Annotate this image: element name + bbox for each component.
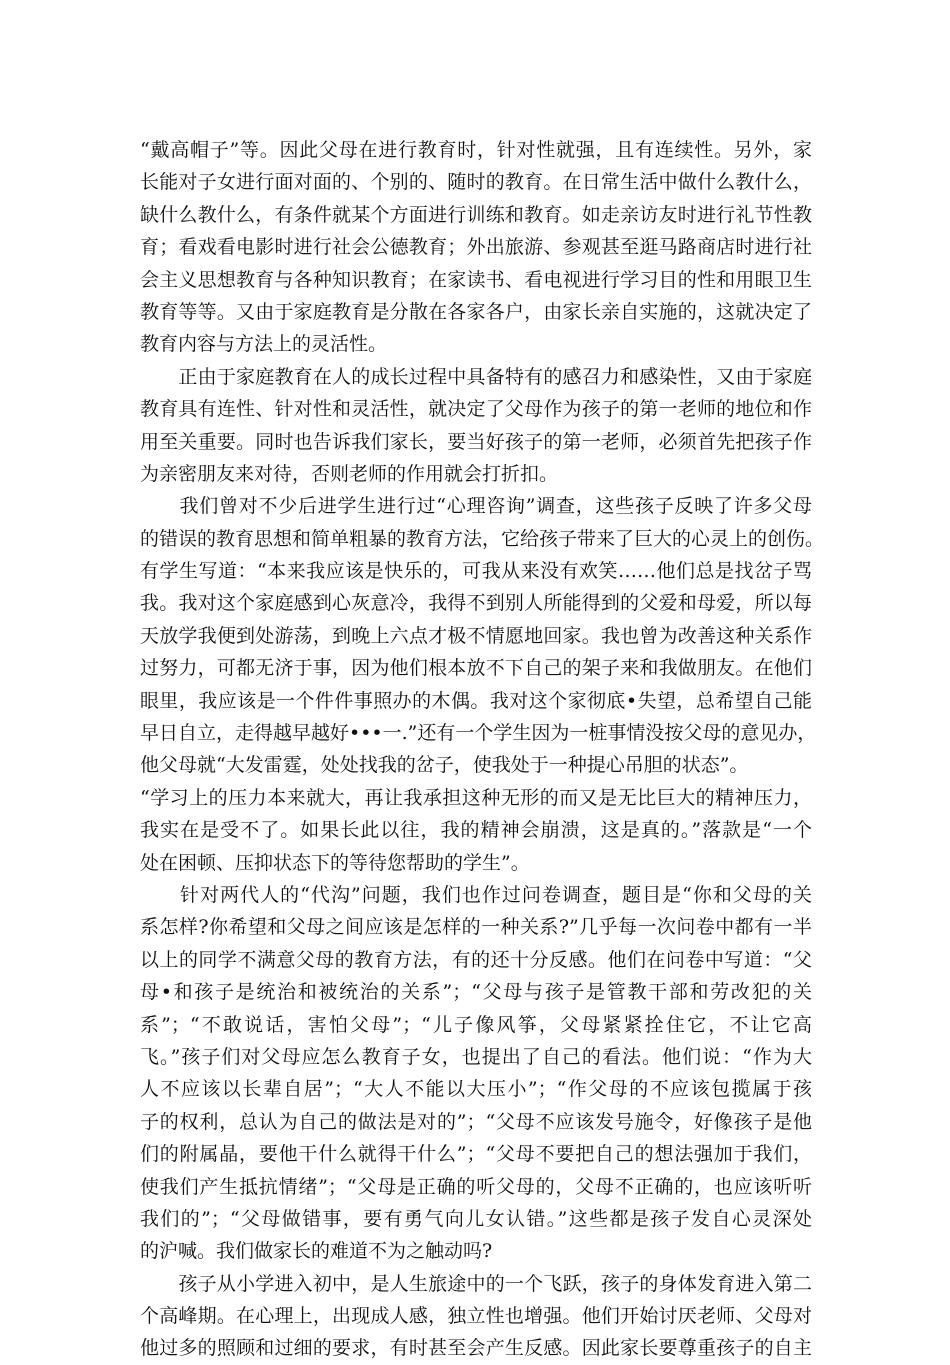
- text-line: 用至关重要。同时也告诉我们家长，要当好孩子的第一老师，必须首先把孩子作: [140, 430, 812, 453]
- text-line: 我们曾对不少后进学生进行过“心理咨询”调查，这些孩子反映了许多父母: [140, 495, 812, 518]
- text-line: 我们的”；“父母做错事，要有勇气向儿女认错。”这些都是孩子发自心灵深处: [140, 1207, 812, 1230]
- text-line: 们的附属晶，要他干什么就得干什么”；“父母不要把自己的想法强加于我们，: [140, 1143, 812, 1166]
- text-line: 个高峰期。在心理上，出现成人感，独立性也增强。他们开始讨厌老师、父母对: [140, 1305, 812, 1328]
- text-line: 会主义思想教育与各种知识教育；在家读书、看电视进行学习目的性和用眼卫生: [140, 268, 812, 291]
- text-line: 处在困顿、压抑状态下的等待您帮助的学生”。: [140, 851, 530, 874]
- text-line: 长能对子女进行面对面的、个别的、随时的教育。在日常生活中做什么教什么，: [140, 171, 812, 194]
- text-line: 教育等等。又由于家庭教育是分散在各家各户，由家长亲自实施的，这就决定了: [140, 300, 812, 323]
- text-line: 飞。”孩子们对父母应怎么教育子女，也提出了自己的看法。他们说：“作为大: [140, 1045, 812, 1068]
- text-line: 系”；“不敢说话，害怕父母”；“儿子像风筝，父母紧紧拴住它，不让它高: [140, 1013, 812, 1036]
- text-line: “戴高帽子”等。因此父母在进行教育时，针对性就强，且有连续性。另外，家: [140, 139, 812, 161]
- paragraph-2: [140, 361, 812, 491]
- text-line: 缺什么教什么，有条件就某个方面进行训练和教育。如走亲访友时进行礼节性教: [140, 203, 812, 226]
- text-line: 有学生写道：“本来我应该是快乐的，可我从来没有欢笑……他们总是找岔子骂: [140, 560, 812, 583]
- text-line: 过努力，可都无济于事，因为他们根本放不下自己的架子来和我做朋友。在他们: [140, 657, 812, 680]
- text-line: 系怎样?你希望和父母之间应该是怎样的一种关系?”几乎每一次问卷中都有一半: [140, 916, 812, 939]
- text-line: 我。我对这个家庭感到心灰意冷，我得不到别人所能得到的父爱和母爱，所以每: [140, 592, 812, 615]
- text-line: 的沪喊。我们做家长的难道不为之触动吗?: [140, 1240, 493, 1263]
- text-line: 育；看戏看电影时进行社会公德教育；外出旅游、参观甚至逛马路商店时进行社: [140, 236, 812, 259]
- text-line: 早日自立，走得越早越好•••一.”还有一个学生因为一桩事情没按父母的意见办，: [140, 722, 817, 745]
- paragraph-3: [140, 490, 825, 782]
- text-line: “学习上的压力本来就大，再让我承担这种无形的而又是无比巨大的精神压力，: [140, 786, 812, 809]
- paragraph-5: [140, 879, 812, 1268]
- text-line: 他过多的照顾和过细的要求，有时甚至会产生反感。因此家长要尊重孩子的自主: [140, 1337, 812, 1360]
- text-line: 的错误的教育思想和简单粗暴的教育方法，它给孩子带来了巨大的心灵上的创伤。: [140, 527, 825, 550]
- paragraph-1: [140, 134, 812, 361]
- paragraph-6: [140, 1268, 812, 1365]
- text-line: 教育内容与方法上的灵活性。: [140, 333, 388, 356]
- text-line: 教育具有连性、针对性和灵活性，就决定了父母作为孩子的第一老师的地位和作: [140, 398, 812, 421]
- text-line: 子的权利，总认为自己的做法是对的”；“父母不应该发号施令，好像孩子是他: [140, 1110, 812, 1133]
- text-line: 天放学我便到处游荡，到晚上六点才极不情愿地回家。我也曾为改善这种关系作: [140, 624, 812, 647]
- text-line: 使我们产生抵抗情绪”；“父母是正确的听父母的，父母不正确的，也应该听听: [140, 1175, 812, 1198]
- text-line: 针对两代人的“代沟”问题，我们也作过问卷调查，题目是“你和父母的关: [140, 883, 812, 906]
- text-line: 眼里，我应该是一个件件事照办的木偶。我对这个家彻底•失望，总希望自己能: [140, 689, 812, 712]
- text-line: 人不应该以长辈自居”；“大人不能以大压小”；“作父母的不应该包揽属于孩: [140, 1078, 812, 1101]
- text-line: 为亲密朋友来对待，否则老师的作用就会打折扣。: [140, 462, 559, 485]
- text-line: 正由于家庭教育在人的成长过程中具备特有的感召力和感染性，又由于家庭: [140, 365, 812, 388]
- text-line: 母•和孩子是统治和被统治的关系”；“父母与孩子是管教干部和劳改犯的关: [140, 981, 812, 1004]
- paragraph-4: [140, 782, 812, 879]
- document-page: [140, 134, 825, 1365]
- text-line: 他父母就“大发雷霆，处处找我的岔子，使我处于一种提心吊胆的状态”。: [140, 754, 749, 777]
- text-line: 孩子从小学进入初中，是人生旅途中的一个飞跃，孩子的身体发育进入第二: [140, 1272, 812, 1295]
- text-line: 我实在是受不了。如果长此以往，我的精神会崩溃，这是真的。”落款是“一个: [140, 819, 812, 842]
- text-line: 以上的同学不满意父母的教育方法，有的还十分反感。他们在问卷中写道：“父: [140, 948, 812, 971]
